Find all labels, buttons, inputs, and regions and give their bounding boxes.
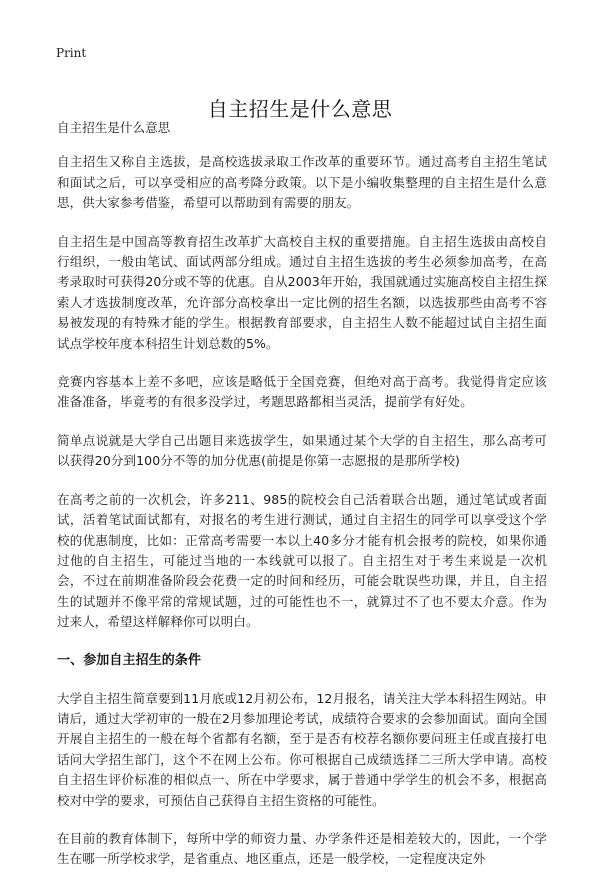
paragraph: 在高考之前的一次机会，许多211、985的院校会自己活着联合出题，通过笔试或者面试，活着笔试面试都有，对报名的考生进行测试，通过自主招生的同学可以享受这个学校的优惠制度，比如：正常高考需要一本以上40多分才能有机会报考的院校，如果你通过他的自主招生，可能过当地的一本线就可以报了。自主招生对于考生来说是一次机会，不过在前期准备阶段会花费一定的时间和经历，可能会耽误些功课，并且，自主招生的试题并不像平常的常规试题，过的可能性也不一，就算过不了也不要太介意。作为过来人，希望这样解释你可以明白。 <box>57 491 547 630</box>
page-title: 自主招生是什么意思 <box>207 97 393 122</box>
paragraph: 在目前的教育体制下，每所中学的师资力量、办学条件还是相差较大的，因此，一个学生在哪一所学校求学，是省重点、地区重点，还是一般学校，一定程度决定外 <box>57 830 547 867</box>
print-link[interactable]: Print <box>56 46 87 60</box>
paragraph: 自主招生是中国高等教育招生改革扩大高校自主权的重要措施。自主招生选拔由高校自行组织，一般由笔试、面试两部分组成。通过自主招生选拔的考生必须参加高考，在高考录取时可获得20分或不等的优惠。自从2003年开始，我国就通过实施高校自主招生探索人才选拔制度改革，允许部分高校拿出一定比例的招生名额，以选拔那些由高考不容易被发现的有特殊才能的学生。根据教育部要求，自主招生人数不能超过试自主招生面试点学校年度本科招生计划总数的5%。 <box>57 233 547 351</box>
article-body <box>57 118 547 888</box>
paragraph: 大学自主招生简章要到11月底或12月初公布，12月报名，请关注大学本科招生网站。申请后，通过大学初审的一般在2月参加理论考试，成绩符合要求的会参加面试。面向全国开展自主招生的一般在每个省都有名额，至于是否有校荐名额你要问班主任或直接打电话问大学招生部门，这个不在网上公布。你可根据自己成绩选择二三所大学申请。高校自主招生评价标准的相似点一、所在中学要求，属于普通中学学生的机会不多，根据高校对中学的要求，可预估自己获得自主招生资格的可能性。 <box>57 690 547 808</box>
article-subtitle: 自主招生是什么意思 <box>57 120 171 135</box>
section-heading: 一、参加自主招生的条件 <box>57 652 202 668</box>
paragraph: 自主招生又称自主选拔，是高校选拔录取工作改革的重要环节。通过高考自主招生笔试和面试之后，可以享受相应的高考降分政策。以下是小编收集整理的自主招生是什么意思，供大家参考借鉴，希望可以帮助到有需要的朋友。 <box>57 154 547 211</box>
paragraph: 竞赛内容基本上差不多吧，应该是略低于全国竞赛，但绝对高于高考。我觉得肯定应该准备准备，毕竟考的有很多没学过，考题思路都相当灵活，提前学有好处。 <box>57 374 547 410</box>
paragraph: 简单点说就是大学自己出题目来选拔学生，如果通过某个大学的自主招生，那么高考可以获得20分到100分不等的加分优惠(前提是你第一志愿报的是那所学校) <box>57 432 547 469</box>
